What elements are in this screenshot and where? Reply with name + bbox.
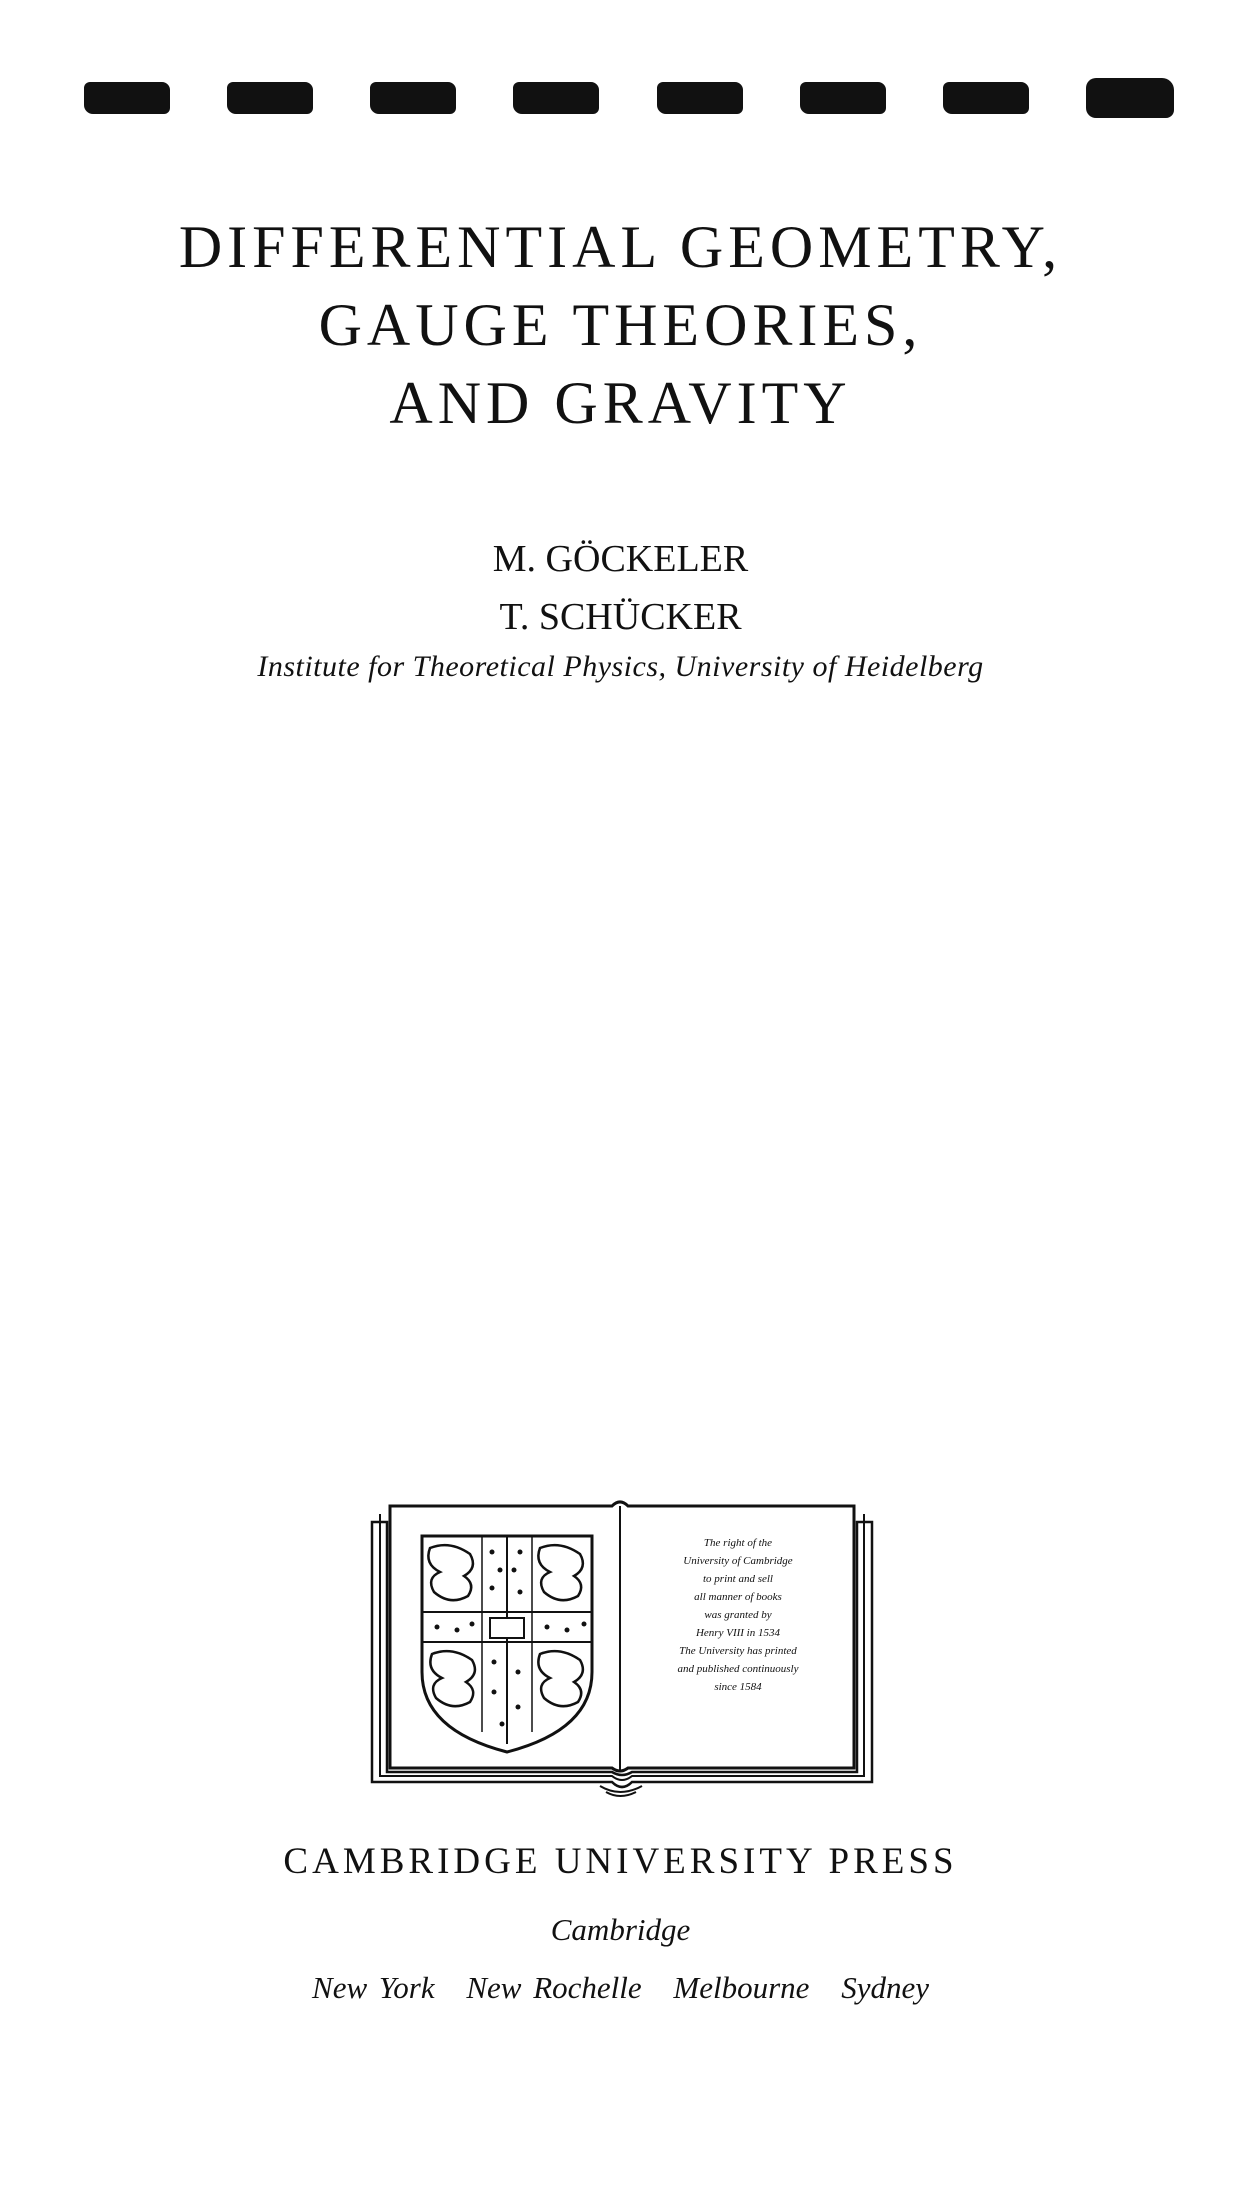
crest-shield xyxy=(422,1536,592,1752)
authors xyxy=(0,530,1241,646)
dash-1 xyxy=(84,82,170,114)
cambridge-open-book-crest-icon xyxy=(362,1492,882,1802)
book-text-line-2: University of Cambridge xyxy=(683,1555,793,1567)
dash-7 xyxy=(943,82,1029,114)
city-new-rochelle: New Rochelle xyxy=(466,1970,642,2005)
other-cities xyxy=(0,1970,1241,2006)
affiliation: Institute for Theoretical Physics, University of Heidelberg xyxy=(257,650,984,683)
book-text-line-9: since 1584 xyxy=(714,1681,762,1693)
book-text-line-8: and published continuously xyxy=(677,1663,799,1675)
book-text-line-3: to print and sell xyxy=(703,1573,773,1585)
header-dash-rule xyxy=(84,78,1174,118)
dash-3 xyxy=(370,82,456,114)
dash-2 xyxy=(227,82,313,114)
city-new-york: New York xyxy=(312,1970,435,2005)
publisher-city: Cambridge xyxy=(550,1912,691,1947)
publisher-name: CAMBRIDGE UNIVERSITY PRESS xyxy=(283,1841,958,1882)
dash-6 xyxy=(800,82,886,114)
city-sydney: Sydney xyxy=(841,1970,929,2005)
city-melbourne: Melbourne xyxy=(673,1970,810,2005)
dash-8 xyxy=(1086,78,1174,118)
title-line-3: AND GRAVITY xyxy=(389,370,852,436)
book-text-line-1: The right of the xyxy=(703,1537,773,1549)
author-2: T. SCHÜCKER xyxy=(499,596,742,638)
title-line-1: DIFFERENTIAL GEOMETRY, xyxy=(178,214,1063,280)
book-title xyxy=(0,208,1241,442)
book-text-line-6: Henry VIII in 1534 xyxy=(695,1627,781,1639)
dash-4 xyxy=(513,82,599,114)
title-line-2: GAUGE THEORIES, xyxy=(318,292,923,358)
author-1: M. GÖCKELER xyxy=(492,538,749,580)
book-text-line-5: was granted by xyxy=(704,1609,772,1621)
book-text-line-4: all manner of books xyxy=(694,1591,782,1603)
book-text-line-7: The University has printed xyxy=(679,1645,797,1657)
dash-5 xyxy=(657,82,743,114)
